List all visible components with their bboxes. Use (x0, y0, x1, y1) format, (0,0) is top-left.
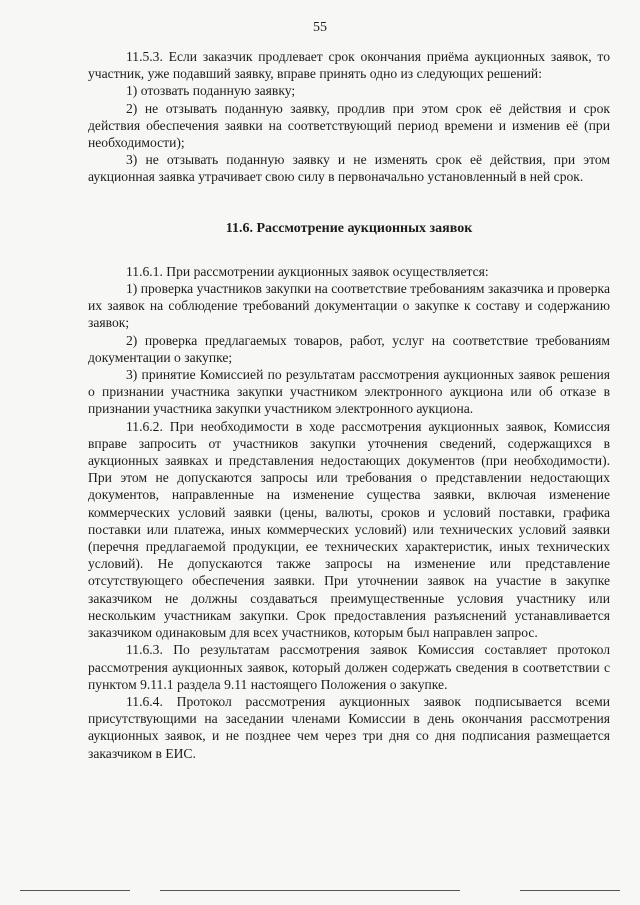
paragraph-11-6-2: 11.6.2. При необходимости в ходе рассмотрения аукционных заявок, Комиссия вправе запросить от участников закупки уточнения сведений, содержащихся в аукционных заявках и представления недостающих документов (при необходимости). При этом не допускаются запросы или требования о представлении недостающих документов, направленные на изменение существа заявки, включая изменение коммерческих условий заявки (цены, валюты, сроков и условий поставки, графика поставки или платежа, иных коммерческих условий) или технических условий заявки (перечня предлагаемой продукции, ее технических характеристик, иных технических условий). Не допускаются также запросы на изменение или представление отсутствующего обеспечения заявки. При уточнении заявок на участие в закупке заказчиком не должны создаваться преимущественные условия участнику или нескольким участникам закупки. Срок предоставления разъяснений устанавливается заказчиком одинаковым для всех участников, которым был направлен запрос. (88, 418, 610, 641)
paragraph-11-5-3: 11.5.3. Если заказчик продлевает срок окончания приёма аукционных заявок, то участник, уже подавший заявку, вправе принять одно из следующих решений: (88, 49, 610, 82)
section-heading-11-6: 11.6. Рассмотрение аукционных заявок (225, 220, 473, 236)
list-item-1: 1) проверка участников закупки на соответствие требованиям заказчика и проверка их заявок на соблюдение требований документации о закупке к составу и содержанию заявок; (88, 281, 610, 331)
list-item-2: 2) не отзывать поданную заявку, продлив при этом срок её действия и срок действия обеспечения заявки на соответствующий период времени и изменив её (при необходимости); (88, 100, 610, 151)
list-item-3: 3) принятие Комиссией по результатам рассмотрения аукционных заявок решения о признании участника закупки участником электронного аукциона или об отказе в признании участника закупки участником электронного аукциона. (88, 367, 610, 417)
scan-edge-line (20, 890, 130, 891)
list-item-1: 1) отозвать поданную заявку; (126, 83, 296, 99)
scan-edge-line (160, 890, 460, 891)
paragraph-11-6-4: 11.6.4. Протокол рассмотрения аукционных заявок подписывается всеми присутствующими на заседании членами Комиссии в день окончания рассмотрения аукционных заявок, и не позднее чем через три дня со дня подписания размещается заказчиком в ЕИС. (88, 693, 610, 761)
paragraph-11-6-3: 11.6.3. По результатам рассмотрения заявок Комиссия составляет протокол рассмотрения аукционных заявок, который должен содержать сведения в соответствии с пунктом 9.11.1 раздела 9.11 настоящего Положения о закупке. (88, 642, 610, 692)
page-number: 55 (313, 20, 327, 35)
paragraph-11-6-1: 11.6.1. При рассмотрении аукционных заявок осуществляется: (126, 263, 489, 279)
page-content (88, 48, 610, 762)
list-item-2: 2) проверка предлагаемых товаров, работ, услуг на соответствие требованиям документации о закупке; (88, 332, 610, 365)
scan-edge-line (520, 890, 620, 891)
list-item-3: 3) не отзывать поданную заявку и не изменять срок её действия, при этом аукционная заявка утрачивает свою силу в первоначально установленный в ней срок. (88, 152, 610, 185)
